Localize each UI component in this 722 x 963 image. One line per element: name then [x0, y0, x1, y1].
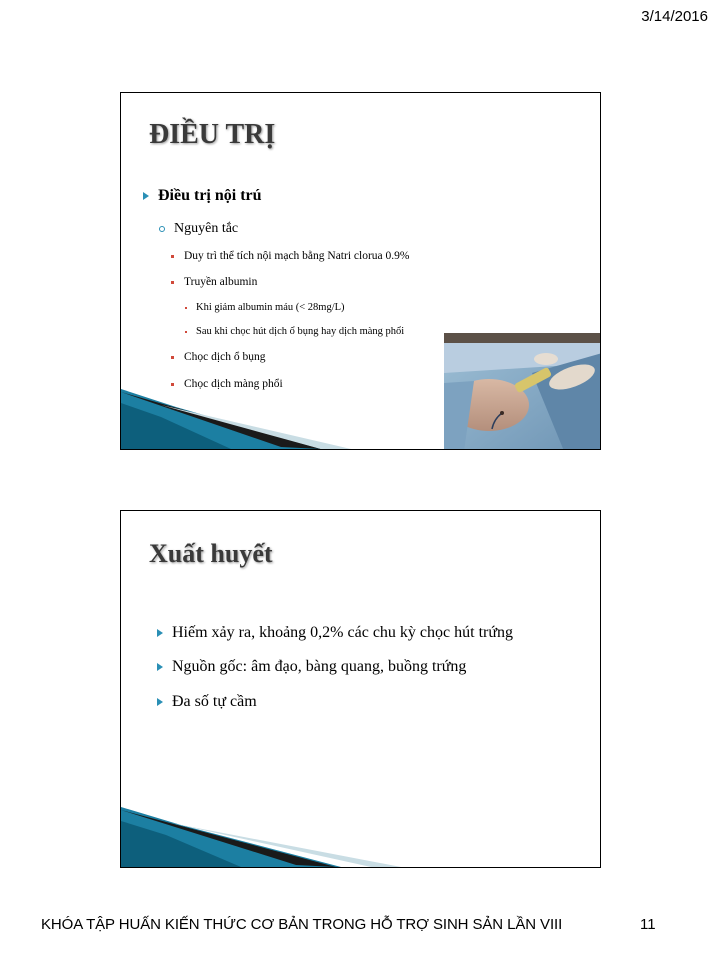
triangle-bullet-icon: [143, 192, 149, 200]
bullet-inpatient: Điều trị nội trú: [143, 187, 262, 205]
slide-corner-swoosh: [121, 389, 351, 449]
page-date: 3/14/2016: [641, 8, 708, 25]
list-item: Duy trì thể tích nội mạch bằng Natri clorua 0.9%: [171, 250, 409, 262]
square-bullet-icon: [185, 307, 187, 309]
circle-bullet-icon: [159, 226, 165, 232]
square-bullet-icon: [185, 331, 187, 333]
list-item: Hiếm xảy ra, khoảng 0,2% các chu kỳ chọc hút trứng: [157, 624, 513, 642]
slide-bleeding: [120, 510, 601, 868]
list-item: Đa số tự cầm: [157, 693, 257, 711]
list-item: Chọc dịch ổ bụng: [171, 351, 265, 363]
square-bullet-icon: [171, 281, 174, 284]
list-item: Nguồn gốc: âm đạo, bàng quang, buồng trứng: [157, 658, 466, 676]
list-item: Chọc dịch màng phổi: [171, 378, 283, 390]
slide-title: Xuất huyết: [149, 539, 273, 568]
square-bullet-icon: [171, 383, 174, 386]
square-bullet-icon: [171, 356, 174, 359]
slide-corner-swoosh: [121, 807, 401, 867]
list-item: Khi giảm albumin máu (< 28mg/L): [185, 302, 345, 313]
page-number: 11: [640, 916, 656, 933]
paracentesis-photo: [444, 333, 601, 450]
page-footer: KHÓA TẬP HUẤN KIẾN THỨC CƠ BẢN TRONG HỖ TRỢ SINH SẢN LẦN VIII: [41, 916, 563, 933]
triangle-bullet-icon: [157, 698, 163, 706]
square-bullet-icon: [171, 255, 174, 258]
slide-title: ĐIỀU TRỊ: [149, 119, 276, 150]
list-item: Truyền albumin: [171, 276, 257, 288]
slide-treatment: [120, 92, 601, 450]
sub-principles: Nguyên tắc: [159, 221, 238, 237]
triangle-bullet-icon: [157, 663, 163, 671]
list-item: Sau khi chọc hút dịch ổ bụng hay dịch màng phổi: [185, 326, 404, 337]
triangle-bullet-icon: [157, 629, 163, 637]
